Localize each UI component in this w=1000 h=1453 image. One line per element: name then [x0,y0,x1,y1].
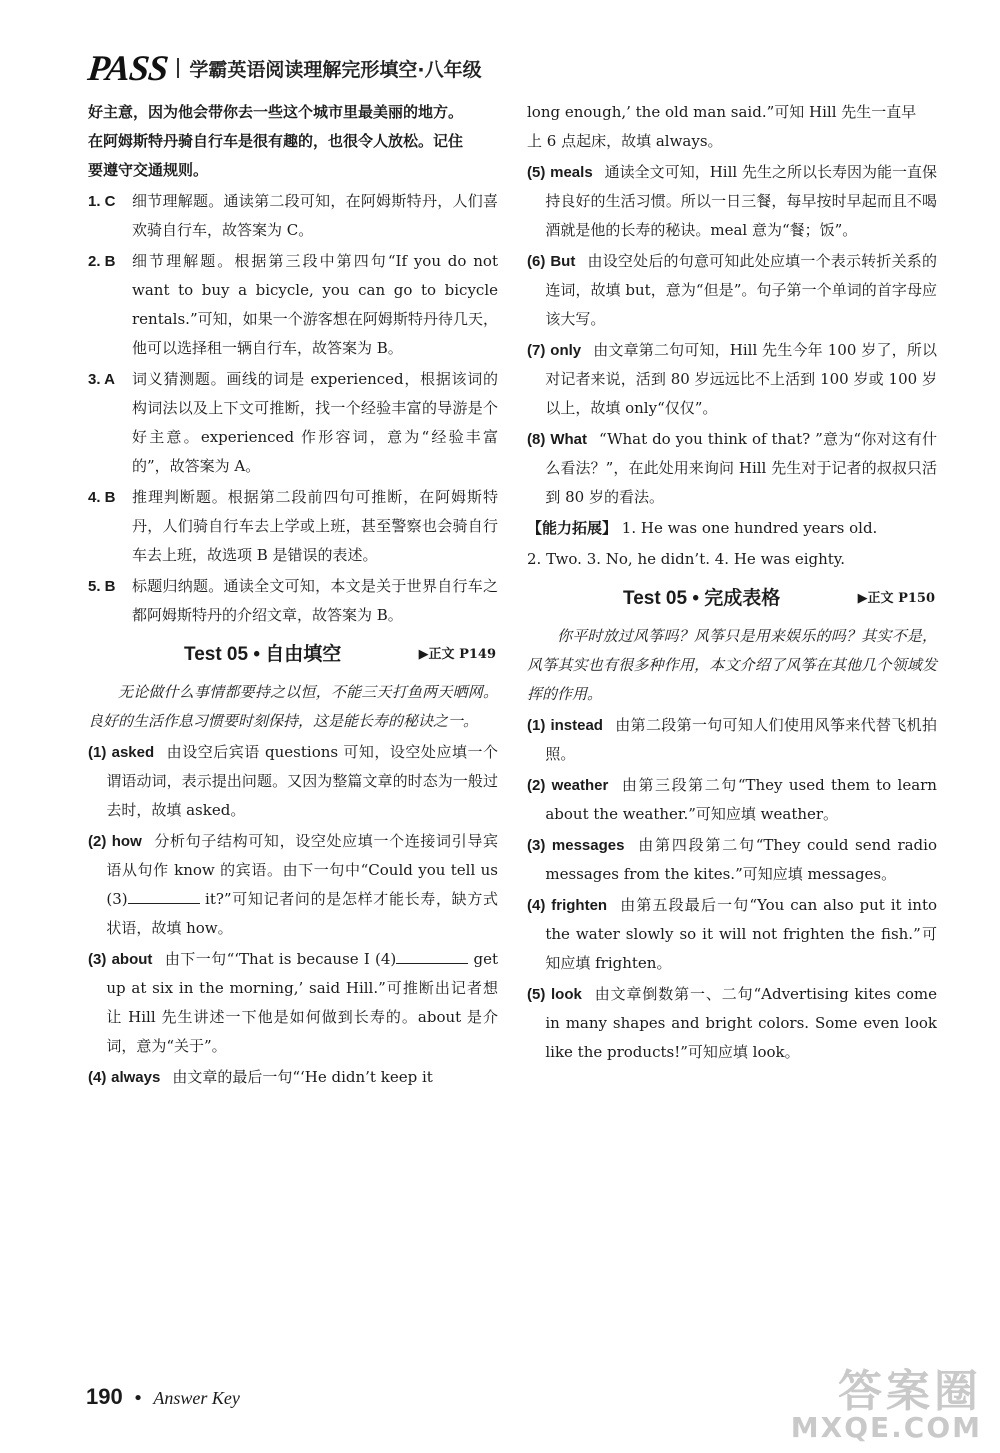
right-column [527,98,937,1069]
answer-item [88,572,498,630]
blank-item [527,425,937,512]
blank-number: (3) [88,951,107,968]
answer-explanation: 细节理解题。根据第三段中第四句“If you do not want to buy a bicycle, you can go to bicycle rentals.”可知，如果一个游客想在阿姆斯特丹待几天，他可以选择租一辆自行车，故答案为 B。 [132,252,498,357]
header-divider [177,58,179,78]
blank-text-continued: it?”可知记者问的是怎样才能长寿，缺方式状语，故填 how。 [106,890,498,937]
blank-answer: meals [550,164,593,181]
answer-word: look [551,986,582,1003]
blank-answer: But [550,253,576,270]
book-title: 学霸英语阅读理解完形填空·八年级 [189,58,482,81]
section-intro: 你平时放过风筝吗？风筝只是用来娱乐的吗？其实不是，风筝其实也有很多种作用，本文介绍了风筝在其他几个领域发挥的作用。 [527,627,937,703]
extension-label: 【能力拓展】 [527,519,618,537]
section-page-ref: ▶正文 P149 [418,647,496,662]
extension-answer: 1. He was one hundred years old. [621,519,878,537]
footer-label: Answer Key [153,1388,240,1408]
blank-item [527,336,937,423]
blank-number: (5) [527,164,546,181]
blank-answer: always [111,1069,161,1086]
blank-explanation [106,738,498,825]
answer-item [527,771,937,829]
continued-line: long enough,’ the old man said.”可知 Hill 先生一直早 [527,103,917,121]
answer-text: 由第四段第二句“They could send radio messages from the kites.”可知应填 messages。 [545,836,937,883]
answer-text: 由第三段第二句“They used them to learn about the weather.”可知应填 weather。 [545,776,937,823]
answer-number: (1) [527,717,546,734]
section-heading [527,584,937,616]
answer-explanation [545,831,937,889]
blank-explanation [106,1063,498,1092]
answer-item [88,187,498,245]
extension-answers: 2. Two. 3. No, he didn’t. 4. He was eighty. [527,550,846,568]
blank-explanation [106,827,498,943]
blank-item [88,1063,498,1092]
blank-explanation [106,945,498,1061]
answer-item [527,831,937,889]
blank-number: (8) [527,431,546,448]
blank-answer: asked [111,744,155,761]
section-title: Test 05 • 自由填空 [184,644,342,665]
blank-text: 由文章的最后一句“‘He didn’t keep it [172,1068,433,1086]
blank-text: 分析句子结构可知，设空处应填一个连接词引导宾语从句作 know 的宾语。由下一句中“Could you tell us (3) [106,832,498,908]
section-page-ref: ▶正文 P150 [857,591,935,606]
watermark [732,1366,982,1444]
intro-line: 要遵守交通规则。 [88,161,209,179]
answer-explanation [545,711,937,769]
footer-bullet: • [132,1388,144,1409]
answer-item [527,891,937,978]
blank-answer: only [550,342,582,359]
blank-item [88,738,498,825]
blank-number: (1) [88,744,107,761]
answer-word: frighten [551,897,608,914]
blank-item [527,247,937,334]
blank-number: (6) [527,253,546,270]
blank-item [527,158,937,245]
page-number: 190 [86,1384,123,1409]
continued-line: 上 6 点起床，故填 always。 [527,132,723,150]
blank-number: (2) [88,833,107,850]
blank-answer: about [111,951,153,968]
blank-underline [396,949,468,964]
answer-number: 5. B [88,578,116,595]
intro-line: 在阿姆斯特丹骑自行车是很有趣的，也很令人放松。记住 [88,132,464,150]
intro-line: 好主意，因为他会带你去一些这个城市里最美丽的地方。 [88,103,464,121]
section-heading [88,640,498,672]
blank-answer: how [111,833,142,850]
blank-explanation [545,247,937,334]
extension-line [527,514,937,543]
answer-explanation [545,771,937,829]
blank-number: (4) [88,1069,107,1086]
answer-item [527,711,937,769]
answer-number: (5) [527,986,546,1003]
blank-explanation [545,425,937,512]
answer-explanation: 推理判断题。根据第二段前四句可推断，在阿姆斯特丹，人们骑自行车去上学或上班，甚至警察也会骑自行车去上班，故选项 B 是错误的表述。 [132,488,498,564]
page-footer [86,1384,240,1410]
blank-text: 通读全文可知，Hill 先生之所以长寿因为能一直保持良好的生活习惯。所以一日三餐，每早按时早起而且不喝酒就是他的长寿的秘诀。meal 意为“餐；饭”。 [545,163,937,239]
blank-answer: What [550,431,587,448]
section-title: Test 05 • 完成表格 [623,588,781,609]
blank-item [88,945,498,1061]
blank-underline [128,889,200,904]
answer-text: 由第二段第一句可知人们使用风筝来代替飞机拍照。 [545,716,937,763]
watermark-text: 答案圈 [838,1366,982,1417]
blank-text-continued: get up at six in the morning,’ said Hill.”可推断出记者想让 Hill 先生讲述一下他是如何做到长寿的。about 是介词，意为“关于”。 [106,950,498,1055]
blank-text: 由下一句“‘That is because I (4) [164,950,397,968]
blank-explanation [545,336,937,423]
watermark-url: MXQE.COM [790,1411,982,1444]
answer-word: weather [551,777,609,794]
answer-item [527,980,937,1067]
answer-explanation [545,980,937,1067]
answer-number: 4. B [88,489,116,506]
answer-text: 由第五段最后一句“You can also put it into the water slowly so it will not frighten the fish.”可知应填 frighten。 [545,896,937,972]
section-intro: 无论做什么事情都要持之以恒，不能三天打鱼两天晒网。良好的生活作息习惯要时刻保持，这是能长寿的秘诀之一。 [88,683,498,730]
answer-number: (3) [527,837,546,854]
page-header [85,48,482,88]
answer-number: (4) [527,897,546,914]
answer-item [88,483,498,570]
pass-logo: PASS [85,48,170,88]
blank-text: 由设空处后的句意可知此处应填一个表示转折关系的连词，故填 but，意为“但是”。句子第一个单词的首字母应该大写。 [545,252,937,328]
blank-number: (7) [527,342,546,359]
blank-explanation [545,158,937,245]
blank-text: 由设空后宾语 questions 可知，设空处应填一个谓语动词，表示提出问题。又因为整篇文章的时态为一般过去时，故填 asked。 [106,743,498,819]
answer-word: instead [550,717,603,734]
blank-text: “What do you think of that? ”意为“你对这有什么看法？”，在此处用来询问 Hill 先生对于记者的叔叔只活到 80 岁的看法。 [545,430,937,506]
blank-text: 由文章第二句可知，Hill 先生今年 100 岁了，所以对记者来说，活到 80 岁远远比不上活到 100 岁或 100 岁以上，故填 only“仅仅”。 [545,341,937,417]
blank-item [88,827,498,943]
answer-explanation: 标题归纳题。通读全文可知，本文是关于世界自行车之都阿姆斯特丹的介绍文章，故答案为 B。 [132,577,498,624]
answer-explanation: 细节理解题。通读第二段可知，在阿姆斯特丹，人们喜欢骑自行车，故答案为 C。 [132,192,498,239]
answer-number: 1. C [88,193,116,210]
answer-number: 3. A [88,371,115,388]
answer-item [88,247,498,363]
answer-explanation [545,891,937,978]
answer-word: messages [551,837,625,854]
answer-item [88,365,498,481]
answer-number: (2) [527,777,546,794]
answer-explanation: 词义猜测题。画线的词是 experienced，根据该词的构词法以及上下文可推断，找一个经验丰富的导游是个好主意。experienced 作形容词，意为“经验丰富的”，故答案为 A。 [132,370,498,475]
left-column [88,98,498,1094]
answer-text: 由文章倒数第一、二句“Advertising kites come in many shapes and bright colors. Some even look like the products!”可知应填 look。 [545,985,937,1061]
answer-number: 2. B [88,253,116,270]
